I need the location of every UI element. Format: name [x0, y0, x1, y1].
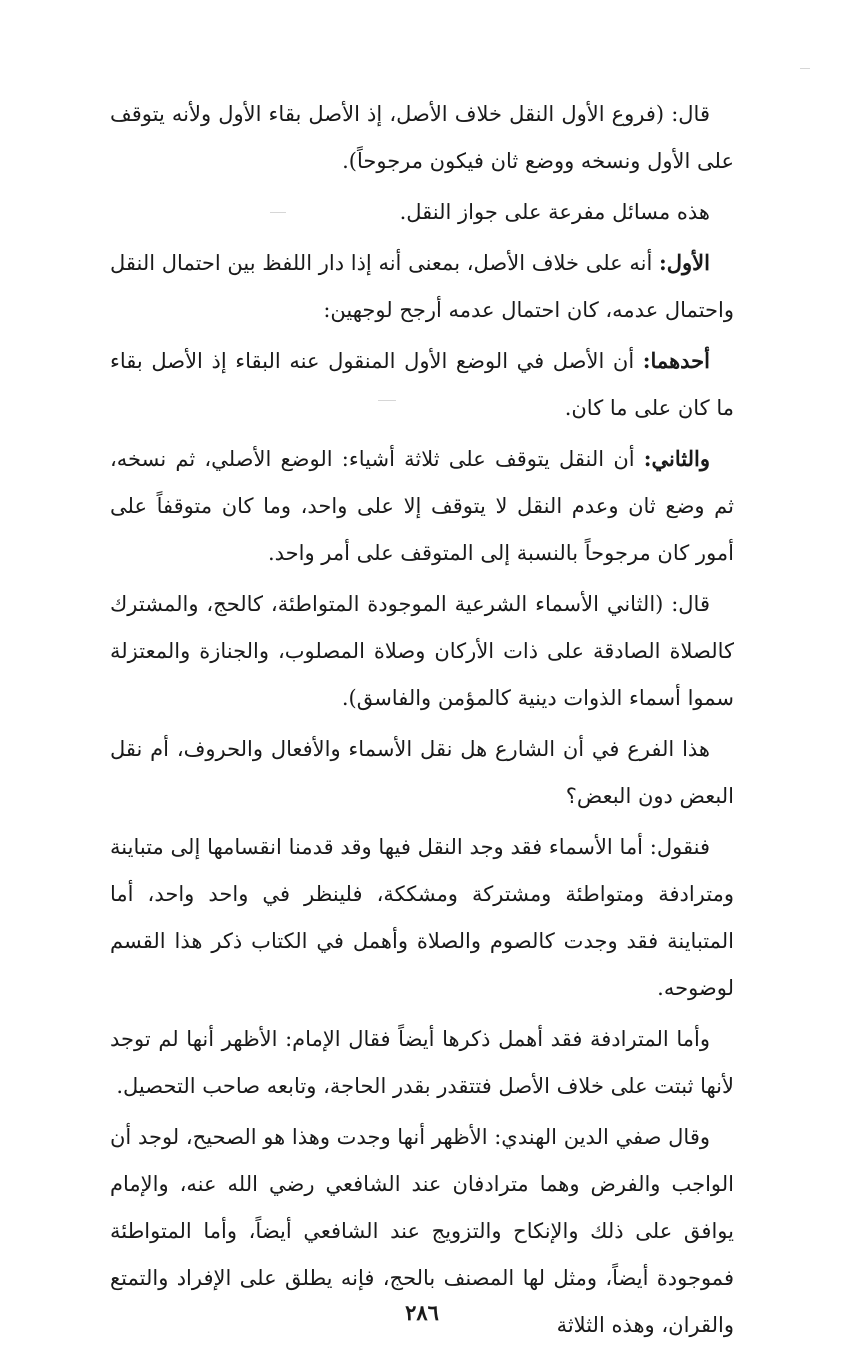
paragraph-5	[110, 435, 734, 577]
paragraph-1	[110, 90, 734, 185]
text-body	[110, 90, 734, 1352]
paragraph-8	[110, 823, 734, 1012]
paragraph-4	[110, 337, 734, 432]
paragraph-lead: أحدهما:	[642, 348, 710, 373]
page-number: ٢٨٦	[405, 1300, 439, 1325]
paragraph-7	[110, 725, 734, 820]
paragraph-lead: الأول:	[659, 250, 710, 275]
paragraph-text: وقال صفي الدين الهندي: الأظهر أنها وجدت وهذا هو الصحيح، لوجد أن الواجب والفرض وهما مترادفان عند الشافعي رضي الله عنه، والإمام يوافق على ذلك والإنكاح والتزويج عند الشافعي أيضاً، وأما المتواطئة فموجودة أيضاً، ومثل لها المصنف بالحج، فإنه يطلق على الإفراد والتمتع والقران، وهذه الثلاثة	[110, 1125, 734, 1337]
paragraph-text: قال: (فروع الأول النقل خلاف الأصل، إذ الأصل بقاء الأول ولأنه يتوقف على الأول ونسخه ووضع ثان فيكون مرجوحاً).	[110, 102, 734, 173]
paragraph-text: هذه مسائل مفرعة على جواز النقل.	[399, 200, 710, 224]
paragraph-6	[110, 580, 734, 722]
paragraph-text: أن النقل يتوقف على ثلاثة أشياء: الوضع الأصلي، ثم نسخه، ثم وضع ثان وعدم النقل لا يتوقف إلا على واحد، وما كان متوقفاً على أمور كان مرجوحاً بالنسبة إلى المتوقف على أمر واحد.	[110, 447, 734, 565]
paragraph-text: وأما المترادفة فقد أهمل ذكرها أيضاً فقال الإمام: الأظهر أنها لم توجد لأنها ثبتت على خلاف الأصل فتتقدر بقدر الحاجة، وتابعه صاحب التحصيل.	[110, 1027, 734, 1098]
paragraph-text: هذا الفرع في أن الشارع هل نقل الأسماء والأفعال والحروف، أم نقل البعض دون البعض؟	[110, 737, 734, 808]
paragraph-text: أن الأصل في الوضع الأول المنقول عنه البقاء إذ الأصل بقاء ما كان على ما كان.	[110, 349, 734, 420]
paragraph-text: فنقول: أما الأسماء فقد وجد النقل فيها وقد قدمنا انقسامها إلى متباينة ومترادفة ومتواطئة ومشتركة ومشككة، فلينظر في واحد واحد، أما المتباينة فقد وجدت كالصوم والصلاة وأهمل في الكتاب ذكر هذا القسم لوضوحه.	[110, 835, 734, 1000]
paragraph-9	[110, 1015, 734, 1110]
scan-mark	[800, 68, 810, 69]
paragraph-text: أنه على خلاف الأصل، بمعنى أنه إذا دار اللفظ بين احتمال النقل واحتمال عدمه، كان احتمال عدمه أرجح لوجهين:	[110, 251, 734, 322]
paragraph-3	[110, 239, 734, 334]
paragraph-text: قال: (الثاني الأسماء الشرعية الموجودة المتواطئة، كالحج، والمشترك كالصلاة الصادقة على ذات الأركان وصلاة المصلوب، والجنازة والمعتزلة سموا أسماء الذوات دينية كالمؤمن والفاسق).	[110, 592, 734, 710]
paragraph-lead: والثاني:	[643, 446, 710, 471]
paragraph-2	[110, 188, 734, 236]
